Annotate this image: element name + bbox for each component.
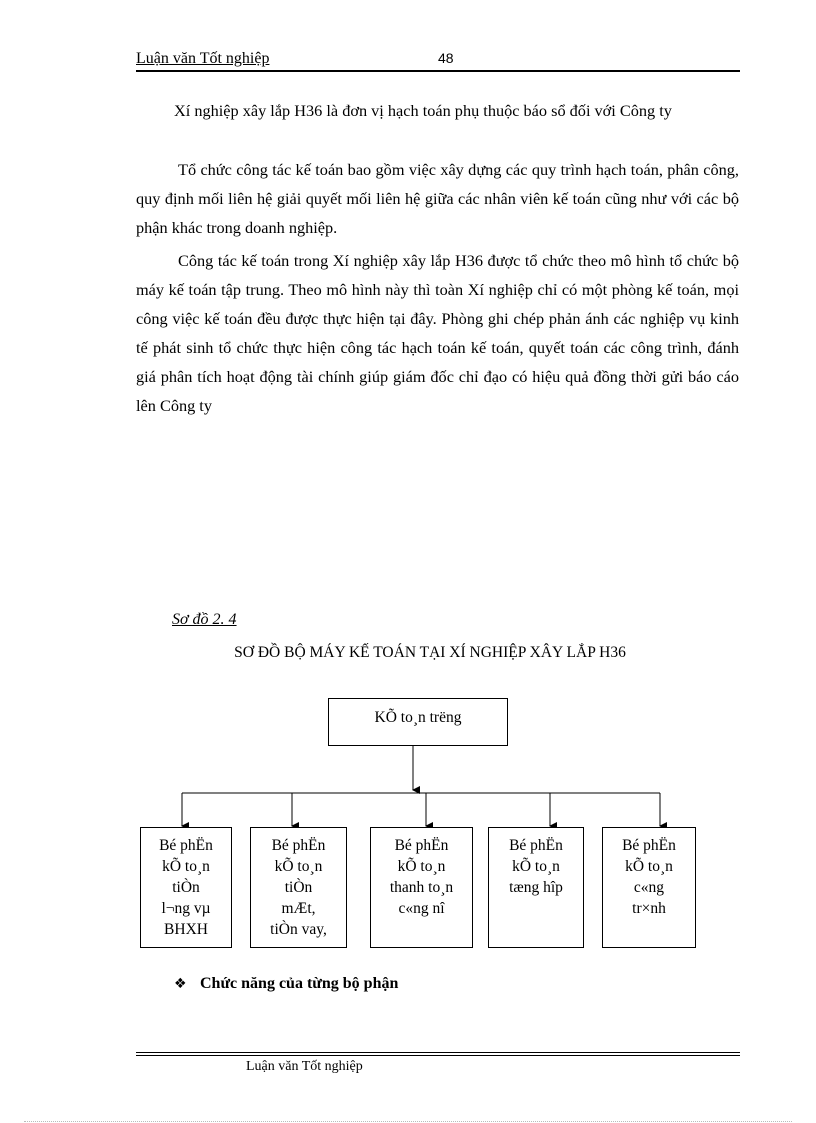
page-number: 48: [438, 50, 454, 66]
dept-2-line-4: mÆt,: [281, 900, 316, 917]
diagram-title: SƠ ĐỒ BỘ MÁY KẾ TOÁN TẠI XÍ NGHIỆP XÂY LẮP H36: [234, 644, 626, 661]
dept-4-line-2: kÕ to¸n: [512, 858, 560, 875]
dept-4-line-3: tæng hîp: [509, 879, 563, 896]
page-bottom-border: [24, 1121, 792, 1122]
diagram-caption: Sơ đồ 2. 4: [172, 611, 237, 628]
footer-text: Luận văn Tốt nghiệp: [246, 1059, 363, 1074]
dept-1-line-5: BHXH: [164, 921, 208, 938]
dept-1-line-4: l¬ng vµ: [161, 900, 211, 917]
section-heading-text: Chức năng của từng bộ phận: [200, 975, 399, 992]
paragraph-1: Xí nghiệp xây lắp H36 là đơn vị hạch toán phụ thuộc báo sổ đối với Công ty: [174, 101, 672, 120]
dept-box-payables: [370, 827, 473, 948]
dept-5-line-3: c«ng: [633, 879, 665, 896]
dept-2-line-2: kÕ to¸n: [274, 858, 323, 875]
dept-1-line-3: tiÒn: [172, 879, 200, 896]
section-heading: [174, 975, 398, 993]
dept-3-line-1: Bé phËn: [394, 837, 449, 854]
dept-5-line-2: kÕ to¸n: [625, 858, 673, 875]
dept-box-general: [488, 827, 584, 948]
dept-3-line-4: c«ng nî: [398, 900, 445, 917]
paragraph-3: Công tác kế toán trong Xí nghiệp xây lắp H36 được tổ chức theo mô hình tổ chức bộ máy kế toán tập trung. Theo mô hình này thì toàn Xí nghiệp chỉ có một phòng kế toán, mọi công việc kế toán đều được thực hiện tại đây. Phòng ghi chép phản ánh các nghiệp vụ kinh tế phát sinh tổ chức thực hiện công tác hạch toán kế toán, quyết toán các công trình, đánh giá phân tích hoạt động tài chính giúp giám đốc chỉ đạo có hiệu quả đồng thời gửi báo cáo lên Công ty: [136, 251, 739, 415]
dept-3-line-3: thanh to¸n: [389, 879, 454, 896]
chief-accountant-box: KÕ to¸n trëng: [328, 698, 508, 746]
dept-2-line-1: Bé phËn: [271, 837, 326, 854]
dept-2-line-3: tiÒn: [284, 879, 313, 896]
dept-5-line-4: tr×nh: [632, 900, 666, 917]
diamond-bullet-icon: ❖: [174, 976, 187, 992]
dept-box-payroll: [140, 827, 232, 948]
header-title: Luận văn Tốt nghiệp: [136, 50, 270, 67]
header-rule: [136, 70, 740, 72]
dept-2-line-5: tiÒn vay,: [270, 921, 327, 938]
dept-3-line-2: kÕ to¸n: [397, 858, 446, 875]
footer-rule-top: [136, 1052, 740, 1053]
footer-rule-bottom: [136, 1055, 740, 1056]
dept-5-line-1: Bé phËn: [622, 837, 676, 854]
page-header: [136, 48, 740, 74]
dept-1-line-1: Bé phËn: [159, 837, 213, 854]
dept-4-line-1: Bé phËn: [509, 837, 563, 854]
dept-box-construction: [602, 827, 696, 948]
dept-box-cash: [250, 827, 347, 948]
paragraph-2: Tổ chức công tác kế toán bao gồm việc xây dựng các quy trình hạch toán, phân công, quy định mối liên hệ giải quyết mối liên hệ giữa các nhân viên kế toán cũng như với các bộ phận khác trong doanh nghiệp.: [136, 160, 739, 237]
dept-1-line-2: kÕ to¸n: [162, 858, 210, 875]
